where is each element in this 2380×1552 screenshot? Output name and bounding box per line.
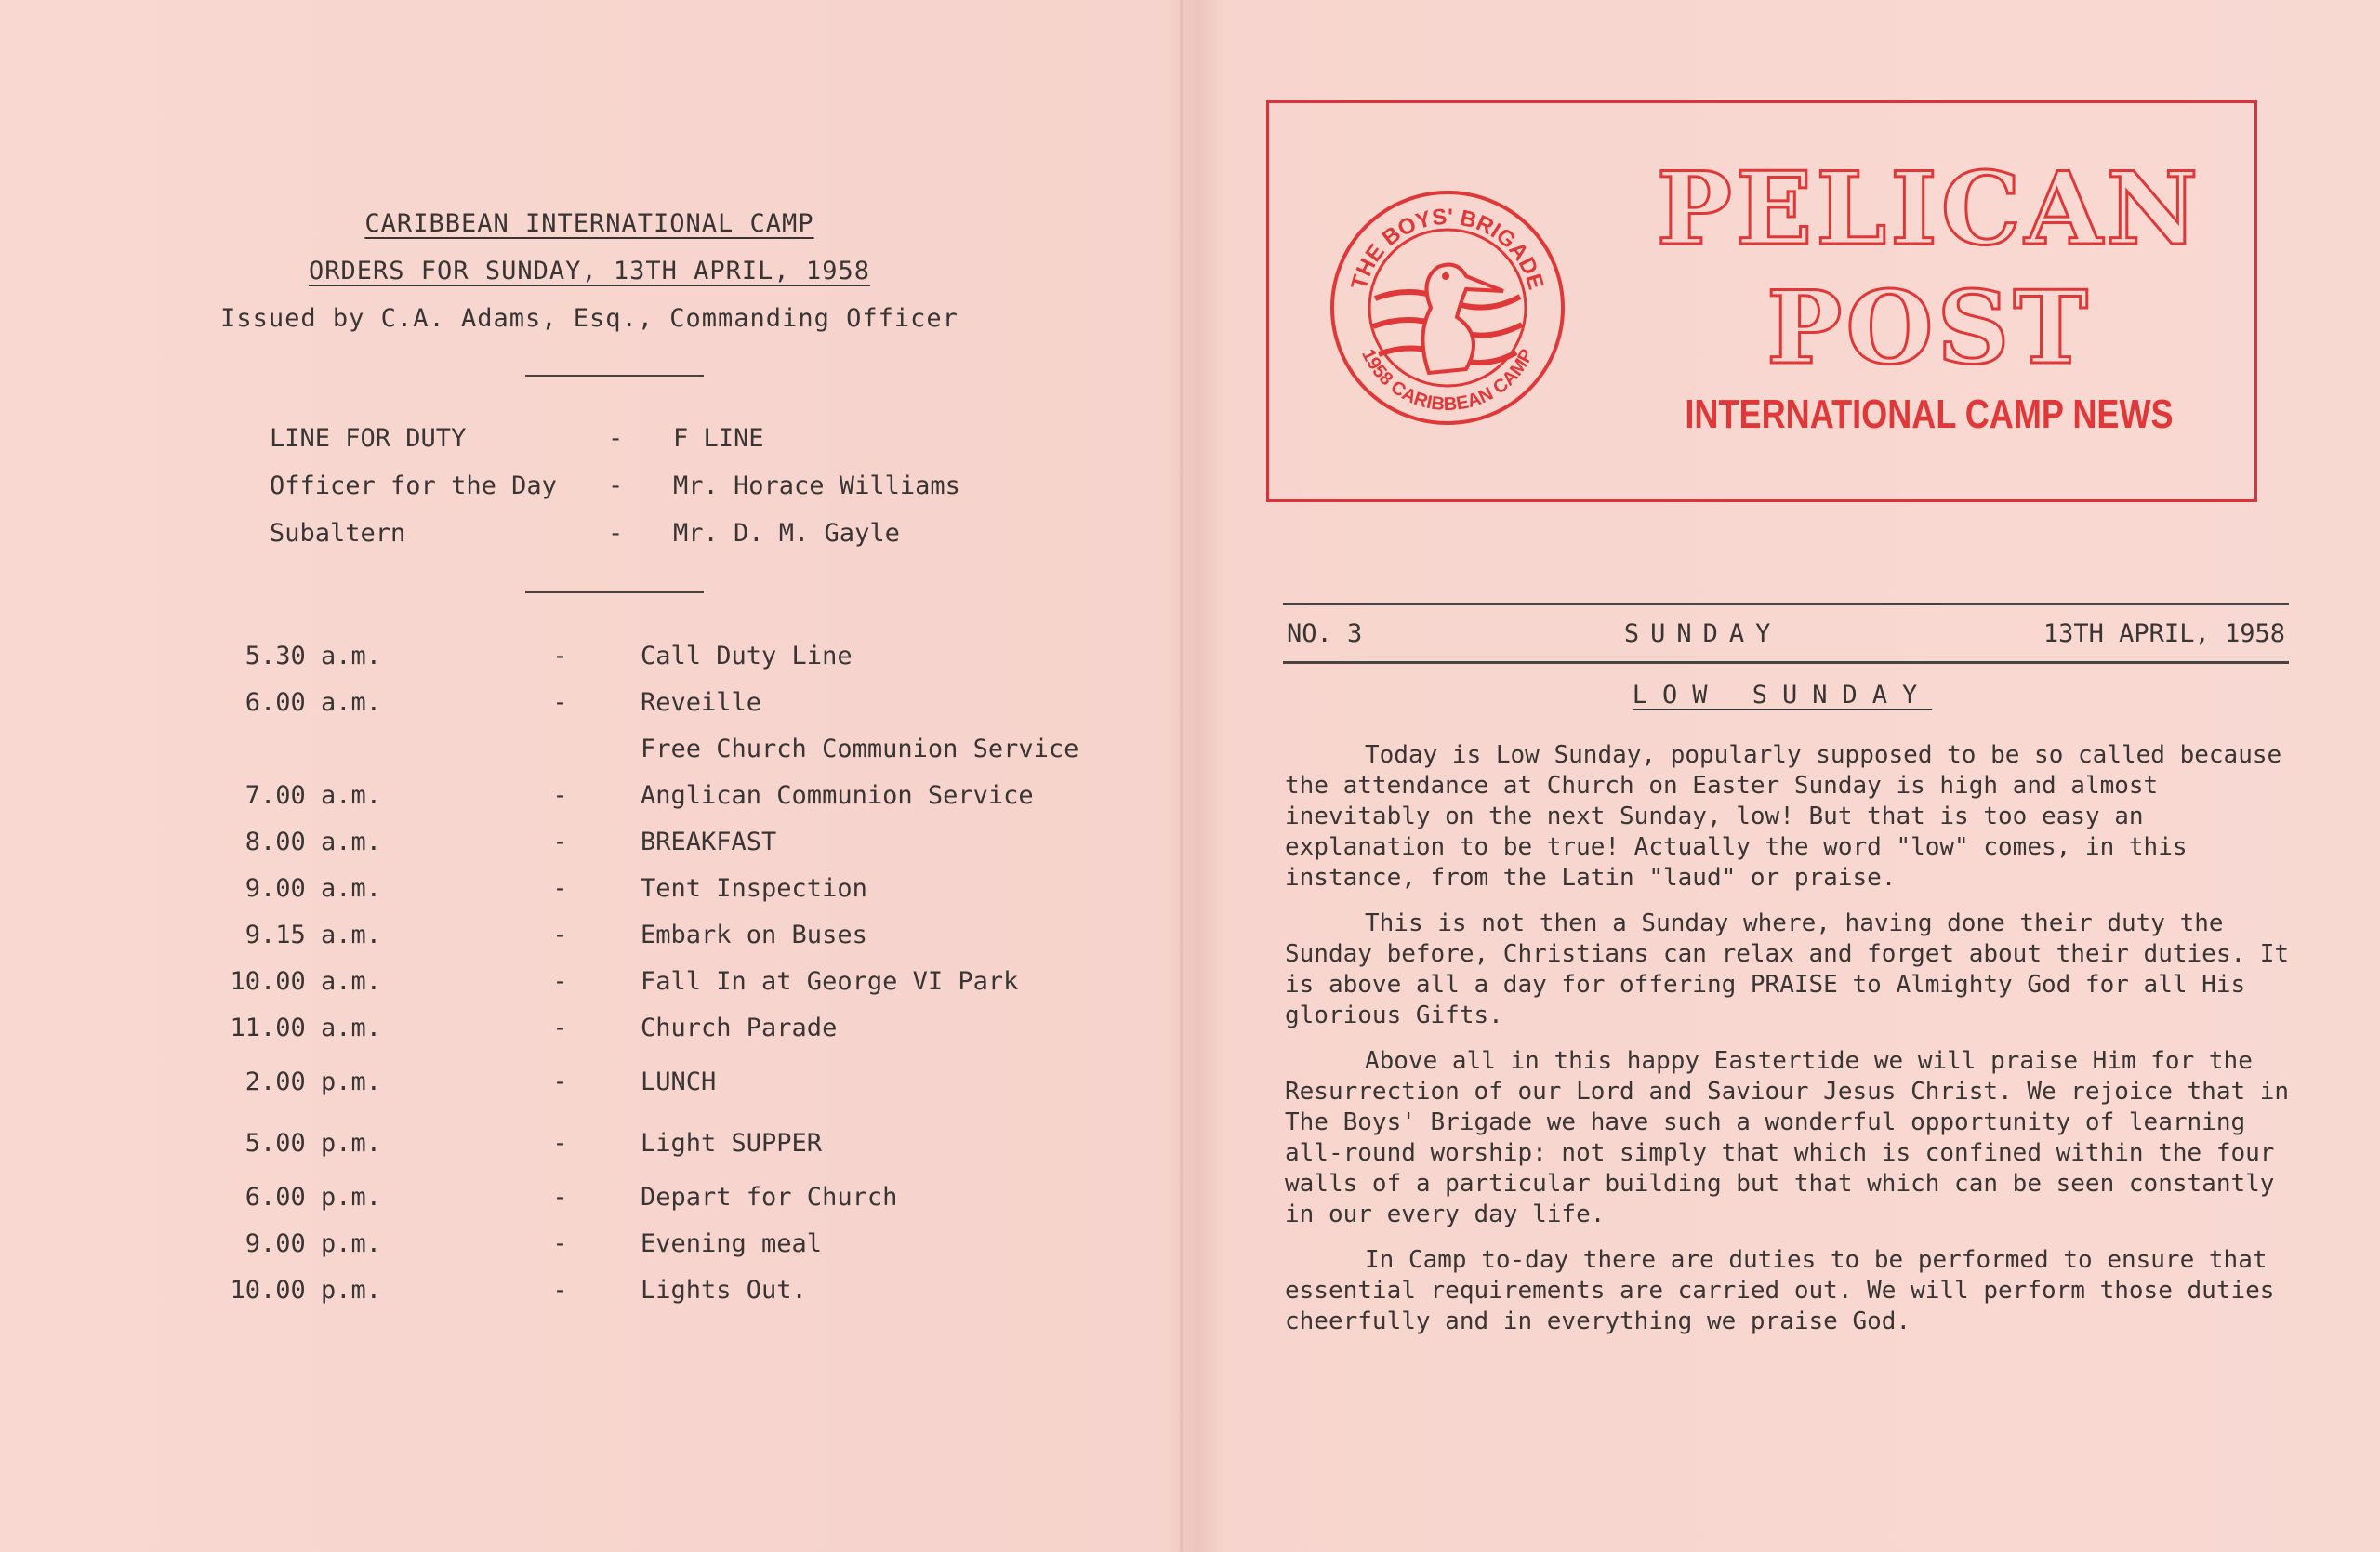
schedule-row xyxy=(195,865,1078,911)
schedule-row xyxy=(195,1051,1078,1112)
article-paragraph: Today is Low Sunday, popularly supposed to be so called because the attendance at Church on Easter Sunday is high and almost inevitably on the next Sunday, low! But that is too easy an explanation to be true! Actually the word "low" comes, in this instance, from the Latin "laud" or praise. xyxy=(1285,741,2282,892)
schedule-dash: - xyxy=(552,1275,568,1305)
schedule-time: 6.00 p.m. xyxy=(245,1182,381,1212)
divider xyxy=(525,591,704,593)
schedule-event: Light SUPPER xyxy=(641,1128,823,1158)
issued-by: Issued by C.A. Adams, Esq., Commanding Officer xyxy=(220,304,959,333)
schedule-dash: - xyxy=(552,780,568,810)
schedule-dash: - xyxy=(552,966,568,996)
schedule-time: 10.00 a.m. xyxy=(230,966,381,996)
schedule-row xyxy=(195,725,1078,772)
schedule-event: Lights Out. xyxy=(641,1275,807,1305)
schedule-event: Call Duty Line xyxy=(641,641,853,670)
title-pelican: PELICAN xyxy=(1656,151,2202,268)
orders-title: ORDERS FOR SUNDAY, 13TH APRIL, 1958 xyxy=(309,257,870,285)
duty-value: Mr. Horace Williams xyxy=(673,471,960,500)
issue-day: SUNDAY xyxy=(1623,618,1782,648)
schedule-row xyxy=(195,1112,1078,1174)
issue-bar xyxy=(1283,603,2289,664)
duty-row xyxy=(270,415,960,462)
schedule-time: 6.00 a.m. xyxy=(245,687,381,717)
schedule-event: Evening meal xyxy=(641,1228,823,1258)
schedule-dash: - xyxy=(552,1182,568,1212)
schedule-time: 9.15 a.m. xyxy=(245,920,381,949)
schedule-row xyxy=(195,772,1078,818)
article-paragraph: This is not then a Sunday where, having done their duty the Sunday before, Christians can relax and forget about their duties. It is above all a day for offering PRAISE to Almighty God for all His glorious Gifts. xyxy=(1285,909,2290,1029)
schedule-row xyxy=(195,911,1078,958)
issue-number: NO. 3 xyxy=(1287,618,1363,648)
schedule-event: Depart for Church xyxy=(641,1182,898,1212)
schedule-event: Fall In at George VI Park xyxy=(641,966,1019,996)
schedule-time: 2.00 p.m. xyxy=(245,1067,381,1096)
schedule-row xyxy=(195,1267,1078,1313)
schedule-row xyxy=(195,1174,1078,1220)
schedule-row xyxy=(195,632,1078,679)
schedule-time: 5.00 p.m. xyxy=(245,1128,381,1158)
schedule-row xyxy=(195,958,1078,1004)
masthead xyxy=(1266,100,2257,502)
article-paragraph: Above all in this happy Eastertide we will praise Him for the Resurrection of our Lord and Saviour Jesus Christ. We rejoice that in The Boys' Brigade we have such a wonderful opportunity of learning all-round worship: not simply that which is confined within the four walls of a particular building but that which can be seen constantly in our every day life. xyxy=(1285,1047,2290,1228)
duty-value: F LINE xyxy=(673,424,764,453)
schedule-dash: - xyxy=(552,1013,568,1042)
schedule-time: 7.00 a.m. xyxy=(245,780,381,810)
schedule-dash: - xyxy=(552,1067,568,1096)
seal-bottom-text: 1958 CARIBBEAN CAMP xyxy=(1357,346,1538,416)
schedule-row xyxy=(195,1220,1078,1267)
divider xyxy=(525,375,704,377)
left-page-orders xyxy=(0,0,1179,1552)
issue-date: 13TH APRIL, 1958 xyxy=(2043,618,2285,648)
article-paragraph: In Camp to-day there are duties to be performed to ensure that essential requirements are carried out. We will perform those duties cheerfully and in everything we praise God. xyxy=(1285,1246,2275,1335)
masthead-title xyxy=(1622,150,2236,388)
duty-value: Mr. D. M. Gayle xyxy=(673,519,900,548)
schedule-dash: - xyxy=(552,1228,568,1258)
schedule-event: Anglican Communion Service xyxy=(641,780,1034,810)
schedule-event: Reveille xyxy=(641,687,762,717)
schedule-event: Church Parade xyxy=(641,1013,838,1042)
schedule-time: 9.00 p.m. xyxy=(245,1228,381,1258)
camp-title: CARIBBEAN INTERNATIONAL CAMP xyxy=(364,209,814,238)
schedule-dash: - xyxy=(552,827,568,856)
schedule-time: 10.00 p.m. xyxy=(230,1275,381,1305)
duty-dash: - xyxy=(608,471,624,500)
schedule-dash: - xyxy=(552,687,568,717)
boys-brigade-seal-icon xyxy=(1327,187,1568,429)
article-title: LOW SUNDAY xyxy=(1632,681,1933,710)
duty-dash: - xyxy=(608,424,624,453)
right-page-newsletter xyxy=(1184,0,2380,1552)
schedule-event: Free Church Communion Service xyxy=(641,734,1079,763)
masthead-subtitle: INTERNATIONAL CAMP NEWS xyxy=(1685,391,2174,437)
schedule-row xyxy=(195,818,1078,865)
article-body xyxy=(1285,740,2307,1352)
duty-table xyxy=(270,415,960,557)
schedule-event: BREAKFAST xyxy=(641,827,777,856)
schedule-event: Tent Inspection xyxy=(641,873,867,903)
duty-label: LINE FOR DUTY xyxy=(270,424,467,453)
schedule-row xyxy=(195,679,1078,725)
duty-dash: - xyxy=(608,519,624,548)
schedule-time: 8.00 a.m. xyxy=(245,827,381,856)
schedule-time: 5.30 a.m. xyxy=(245,641,381,670)
duty-label: Subaltern xyxy=(270,519,406,548)
schedule-dash: - xyxy=(552,873,568,903)
orders-header xyxy=(0,200,1179,342)
schedule-time: 9.00 a.m. xyxy=(245,873,381,903)
schedule-dash: - xyxy=(552,920,568,949)
duty-label: Officer for the Day xyxy=(270,471,557,500)
schedule-table xyxy=(195,632,1078,1313)
schedule-dash: - xyxy=(552,641,568,670)
duty-row xyxy=(270,462,960,510)
schedule-row xyxy=(195,1004,1078,1051)
seal-top-text: THE BOYS' BRIGADE xyxy=(1346,204,1549,293)
schedule-event: Embark on Buses xyxy=(641,920,867,949)
schedule-dash: - xyxy=(552,1128,568,1158)
duty-row xyxy=(270,510,960,557)
schedule-time: 11.00 a.m. xyxy=(230,1013,381,1042)
schedule-event: LUNCH xyxy=(641,1067,717,1096)
title-post: POST xyxy=(1766,270,2092,387)
